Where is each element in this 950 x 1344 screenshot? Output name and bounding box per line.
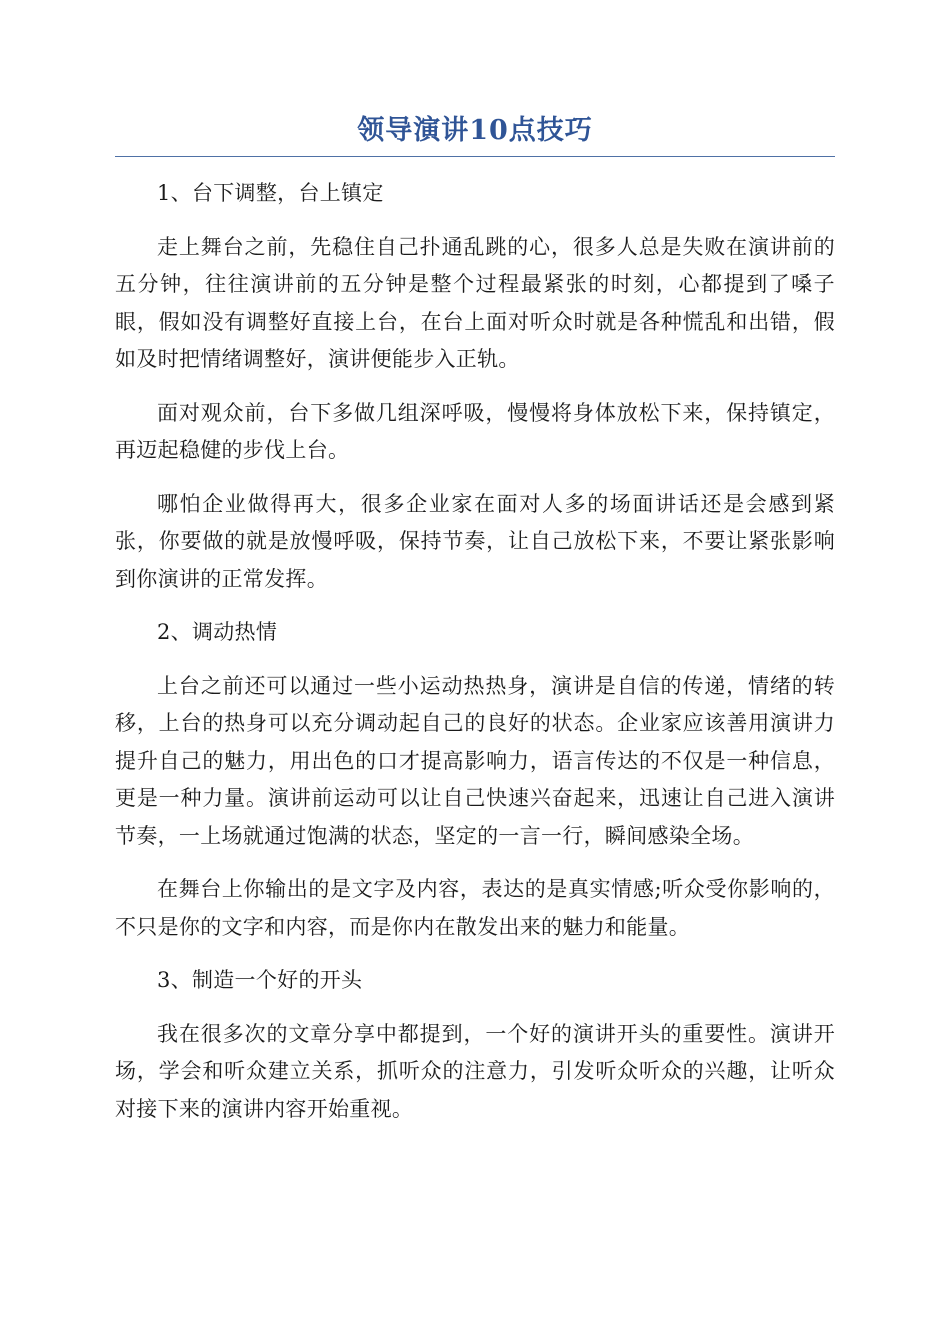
body-paragraph: 在舞台上你输出的是文字及内容，表达的是真实情感;听众受你影响的，不只是你的文字和内容，而是你内在散发出来的魅力和能量。 — [115, 877, 835, 939]
body-paragraph: 走上舞台之前，先稳住自己扑通乱跳的心，很多人总是失败在演讲前的五分钟，往往演讲前的五分钟是整个过程最紧张的时刻，心都提到了嗓子眼，假如没有调整好直接上台，在台上面对听众时就是各种慌乱和出错，假如及时把情绪调整好，演讲便能步入正轨。 — [115, 234, 835, 371]
section-heading: 3、制造一个好的开头 — [157, 968, 363, 992]
document-body — [115, 175, 835, 1144]
section-heading: 1、台下调整，台上镇定 — [157, 181, 384, 205]
body-paragraph: 我在很多次的文章分享中都提到，一个好的演讲开头的重要性。演讲开场，学会和听众建立关系，抓听众的注意力，引发听众听众的兴趣，让听众对接下来的演讲内容开始重视。 — [115, 1021, 835, 1121]
body-paragraph: 上台之前还可以通过一些小运动热热身，演讲是自信的传递，情绪的转移，上台的热身可以充分调动起自己的良好的状态。企业家应该善用演讲力提升自己的魅力，用出色的口才提高影响力，语言传达的不仅是一种信息，更是一种力量。演讲前运动可以让自己快速兴奋起来，迅速让自己进入演讲节奏，一上场就通过饱满的状态，坚定的一言一行，瞬间感染全场。 — [115, 673, 835, 848]
document-title: 领导演讲10点技巧 — [357, 115, 593, 146]
section-heading: 2、调动热情 — [157, 620, 278, 644]
body-paragraph: 面对观众前，台下多做几组深呼吸，慢慢将身体放松下来，保持镇定，再迈起稳健的步伐上台。 — [115, 400, 835, 462]
title-block — [115, 112, 835, 157]
body-paragraph: 哪怕企业做得再大，很多企业家在面对人多的场面讲话还是会感到紧张，你要做的就是放慢呼吸，保持节奏，让自己放松下来，不要让紧张影响到你演讲的正常发挥。 — [115, 491, 835, 591]
